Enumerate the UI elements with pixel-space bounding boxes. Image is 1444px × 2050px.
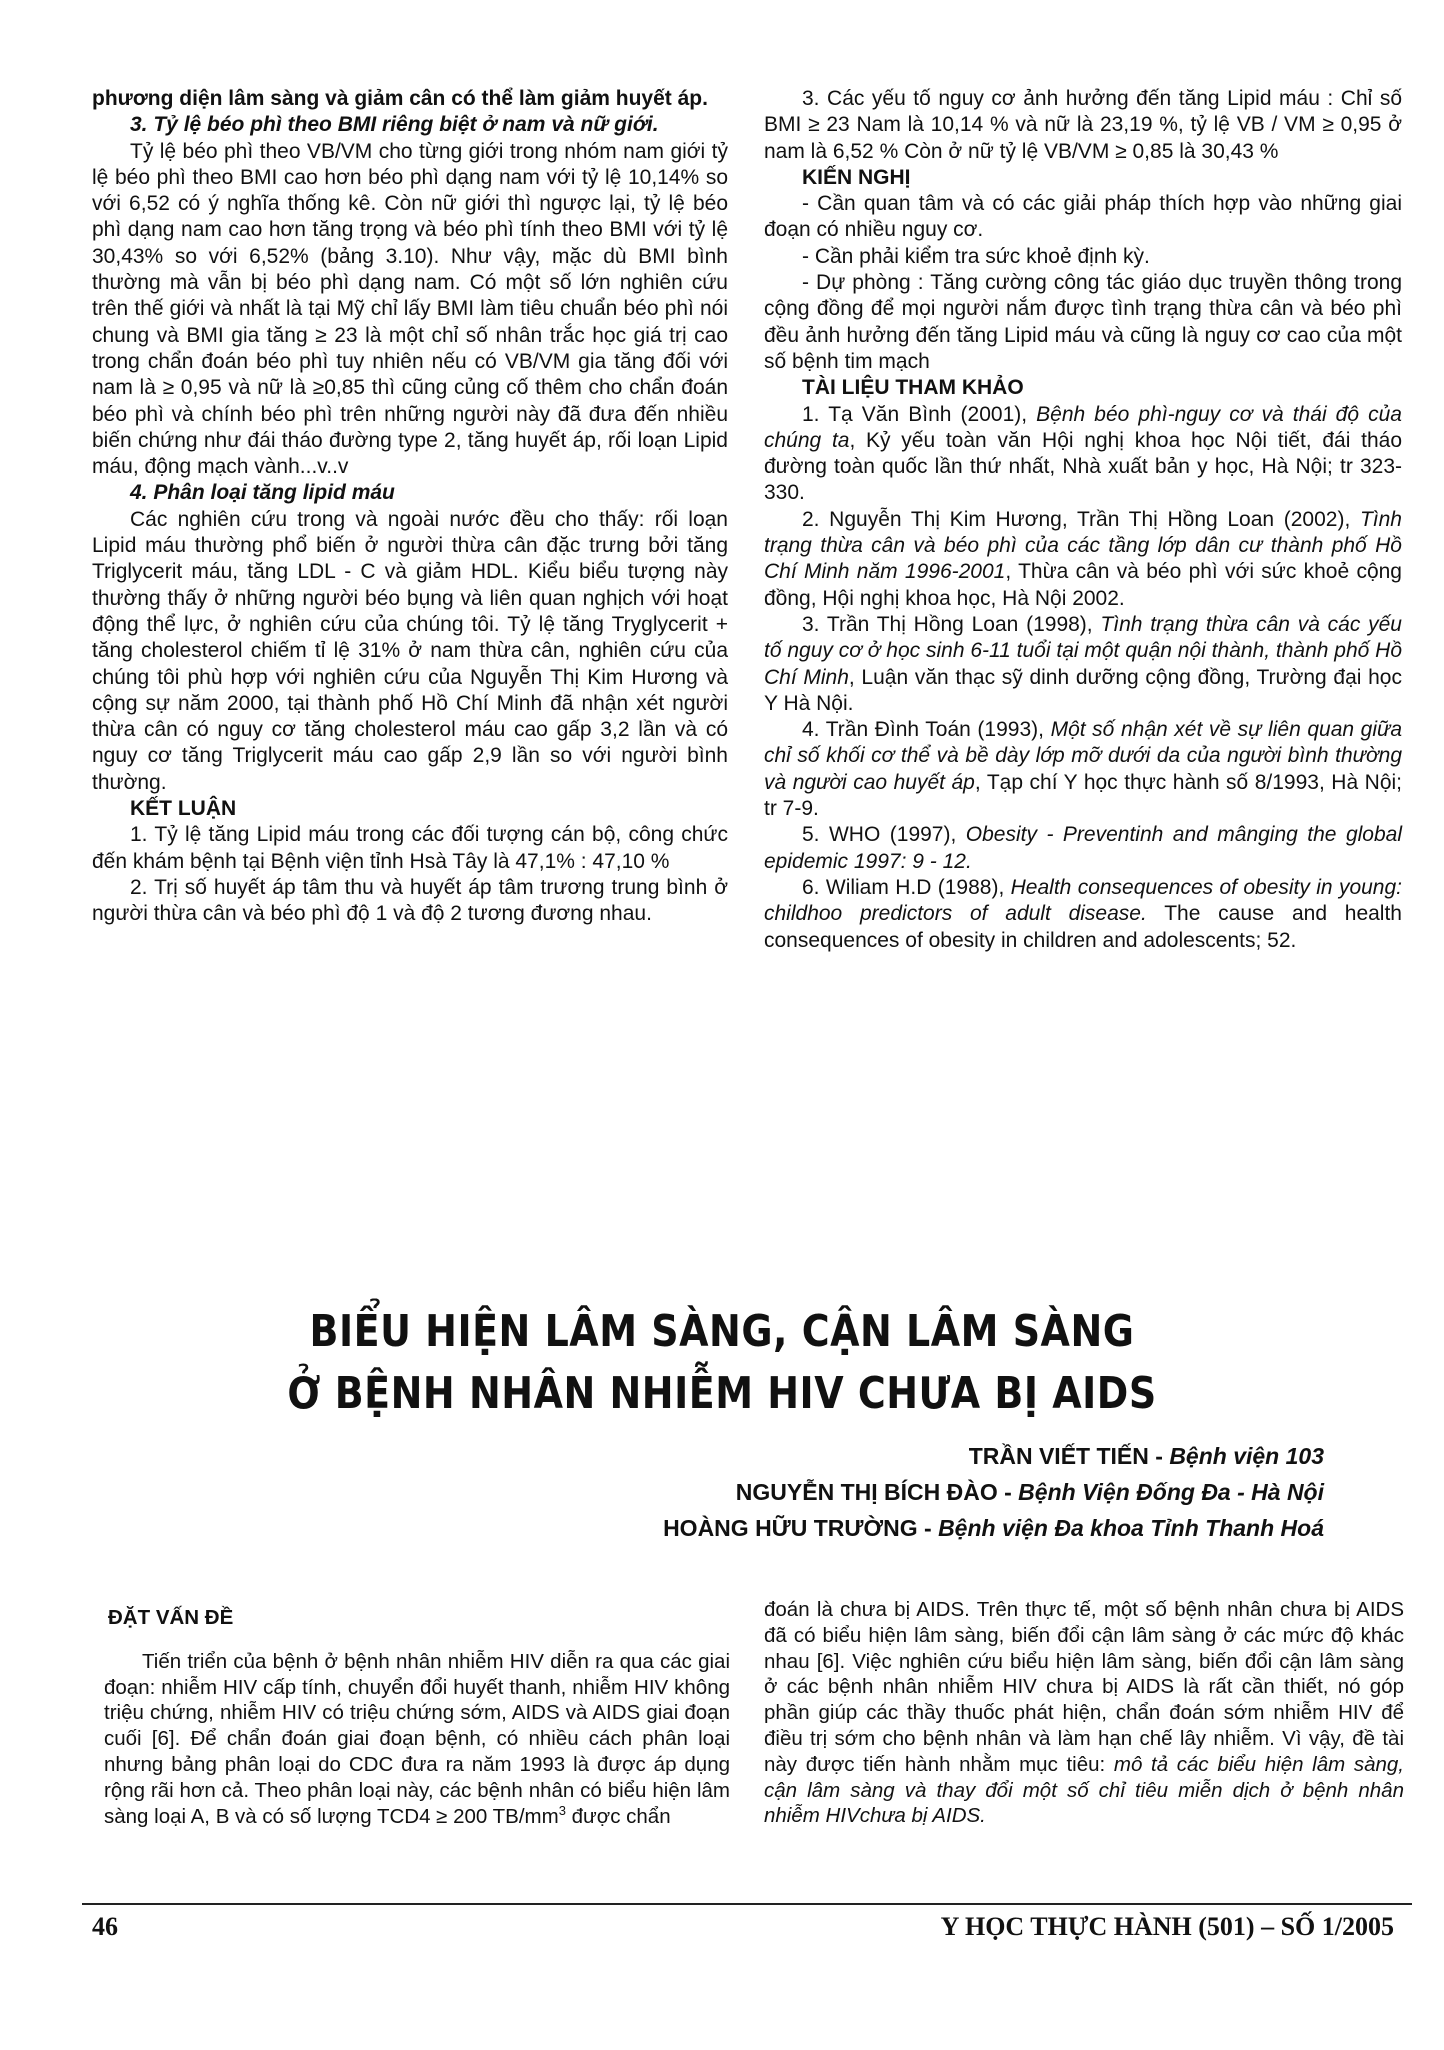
paragraph: 1. Tỷ lệ tăng Lipid máu trong các đối tượng cán bộ, công chức đến khám bệnh tại Bệnh viện tỉnh Hsà Tây là 47,1% : 47,10 % xyxy=(92,823,728,873)
reference-item xyxy=(764,402,1402,507)
ref-authors: 2. Nguyễn Thị Kim Hương, Trần Thị Hồng Loan (2002), xyxy=(802,507,1360,531)
right-column xyxy=(764,86,1402,954)
article-title xyxy=(0,1300,1444,1424)
paragraph: phương diện lâm sàng và giảm cân có thể làm giảm huyết áp. xyxy=(92,87,708,110)
ref-authors: 3. Trần Thị Hồng Loan (1998), xyxy=(802,612,1101,636)
paragraph-text: Tiến triển của bệnh ở bệnh nhân nhiễm HIV diễn ra qua các giai đoạn: nhiễm HIV cấp tính, chuyển đổi huyết thanh, nhiễm HIV không triệu chứng, nhiễm HIV có triệu chứng sớm, AIDS và AIDS giai đoạn cuối [6]. Để chẩn đoán giai đoạn bệnh, có nhiều cách phân loại nhưng bảng phân loại do CDC đưa ra năm 1993 là được áp dụng rộng rãi hơn cả. Theo phân loại này, các bệnh nhân có biểu hiện lâm sàng loại A, B và có số lượng TCD4 ≥ 200 TB/mm xyxy=(104,1649,730,1828)
section-heading: KẾT LUẬN xyxy=(130,797,237,821)
ref-source: , Thừa cân và béo phì với sức khoẻ cộng đồng, Hội nghị khoa học, Hà Nội 2002. xyxy=(764,560,1402,610)
paragraph: - Cần phải kiểm tra sức khoẻ định kỳ. xyxy=(802,244,1150,268)
paragraph xyxy=(104,1649,730,1830)
author-affiliation: Bệnh viện 103 xyxy=(1169,1443,1324,1469)
author-line xyxy=(663,1474,1324,1510)
author-line xyxy=(663,1510,1324,1546)
article-left-column xyxy=(104,1605,730,1829)
ref-title: Tình trạng thừa cân và béo phì của các tầng lớp dân cư thành phố Hồ Chí Minh năm 1996-2001 xyxy=(764,507,1402,584)
paragraph: Các nghiên cứu trong và ngoài nước đều cho thấy: rối loạn Lipid máu thường phổ biến ở người thừa cân đặc trưng bởi tăng Triglycerit máu, tăng LDL - C và giảm HDL. Kiểu biểu tượng này thường thấy ở những người béo bụng và liên quan nghịch với hoạt động thể lực, ở nghiên cứu của chúng tôi. Tỷ lệ tăng Tryglycerit + tăng cholesterol chiếm tỉ lệ 31% ở nam thừa cân, nghiên cứu của chúng tôi phù hợp với nghiên cứu của Nguyễn Thị Kim Hương và cộng sự năm 2000, tại thành phố Hồ Chí Minh đã nhận xét người thừa cân có nguy cơ tăng cholesterol máu cao gấp 3,2 lần và có nguy cơ tăng Triglycerit máu cao gấp 2,9 lần so với người bình thường. xyxy=(92,507,728,794)
author-affiliation: Bệnh Viện Đống Đa - Hà Nội xyxy=(1018,1479,1324,1505)
ref-authors: 5. WHO (1997), xyxy=(802,823,966,847)
section-heading: 3. Tỷ lệ béo phì theo BMI riêng biệt ở nam và nữ giới. xyxy=(130,113,659,137)
paragraph: - Cần quan tâm và có các giải pháp thích hợp vào những giai đoạn có nhiều nguy cơ. xyxy=(764,192,1402,242)
ref-source: , Kỷ yếu toàn văn Hội nghị khoa học Nội tiết, đái tháo đường toàn quốc lần thứ nhất, Nhà xuất bản y học, Hà Nội; tr 323-330. xyxy=(764,428,1402,505)
reference-item xyxy=(764,507,1402,612)
paragraph xyxy=(764,1597,1404,1829)
objective-text: mô tả các biểu hiện lâm sàng, cận lâm sàng và thay đổi một số chỉ tiêu miễn dịch ở bệnh nhân nhiễm HIVchưa bị AIDS. xyxy=(764,1752,1404,1828)
title-line: BIỂU HIỆN LÂM SÀNG, CẬN LÂM SÀNG xyxy=(309,1305,1135,1357)
ref-title: Obesity - Preventinh and mânging the global epidemic 1997: 9 - 12. xyxy=(764,823,1402,873)
ref-source: , Tạp chí Y học thực hành số 8/1993, Hà Nội; tr 7-9. xyxy=(764,770,1402,821)
left-column xyxy=(92,86,728,928)
journal-name: Y HỌC THỰC HÀNH (501) – SỐ 1/2005 xyxy=(940,1912,1394,1941)
ref-title: Bệnh béo phì-nguy cơ và thái độ của chúng ta xyxy=(764,402,1402,452)
superscript: 3 xyxy=(558,1802,566,1818)
section-heading: KIẾN NGHỊ xyxy=(802,165,911,189)
paragraph-text: đoán là chưa bị AIDS. Trên thực tế, một số bệnh nhân chưa bị AIDS đã có biểu hiện lâm sàng, biến đổi cận lâm sàng ở các mức độ khác nhau [6]. Việc nghiên cứu biểu hiện lâm sàng, biến đổi cận lâm sàng ở các bệnh nhân nhiễm HIV chưa bị AIDS là rất cần thiết, nó góp phần giúp các thầy thuốc phát hiện, chẩn đoán sớm nhiễm HIV để điều trị sớm cho bệnh nhân và làm hạn chế lây nhiễm. Vì vậy, đề tài này được tiến hành nhằm mục tiêu: xyxy=(764,1598,1404,1776)
reference-item xyxy=(764,717,1402,822)
section-heading: ĐẶT VẤN ĐỀ xyxy=(108,1606,234,1629)
ref-authors: 1. Tạ Văn Bình (2001), xyxy=(802,402,1037,426)
author-list xyxy=(663,1438,1324,1546)
paragraph: 2. Trị số huyết áp tâm thu và huyết áp tâm trương trung bình ở người thừa cân và béo phì độ 1 và độ 2 tương đương nhau. xyxy=(92,875,728,926)
reference-item xyxy=(764,875,1402,954)
ref-title: Tình trạng thừa cân và các yếu tố nguy cơ ở học sinh 6-11 tuổi tại một quận nội thành, thành phố Hồ Chí Minh xyxy=(764,612,1402,689)
ref-authors: 6. Wiliam H.D (1988), xyxy=(802,875,1011,899)
footer-divider xyxy=(82,1903,1412,1905)
paragraph: - Dự phòng : Tăng cường công tác giáo dục truyền thông trong cộng đồng để mọi người nắm được tình trạng thừa cân và béo phì đều ảnh hưởng đến tăng Lipid máu và cũng là nguy cơ cao của một số bệnh tim mạch xyxy=(764,271,1402,373)
author-name: NGUYỄN THỊ BÍCH ĐÀO - xyxy=(735,1479,1019,1505)
ref-title: Health consequences of obesity in young: childhoo predictors of adult disease. xyxy=(764,875,1403,926)
section-heading: TÀI LIỆU THAM KHẢO xyxy=(802,376,1024,400)
section-heading: 4. Phân loại tăng lipid máu xyxy=(130,481,395,505)
article-right-column xyxy=(764,1597,1404,1829)
ref-source: , Luận văn thạc sỹ dinh dưỡng cộng đồng, Trường đại học Y Hà Nội. xyxy=(764,665,1402,715)
paragraph-text: được chẩn xyxy=(565,1804,671,1828)
paragraph: Tỷ lệ béo phì theo VB/VM cho từng giới trong nhóm nam giới tỷ lệ béo phì theo BMI cao hơn béo phì dạng nam với tỷ lệ 10,14% so với 6,52 có ý nghĩa thống kê. Còn nữ giới thì ngược lại, tỷ lệ béo phì dạng nam cao hơn tăng trọng và béo phì tính theo BMI với tỷ lệ 30,43% so với 6,52% (bảng 3.10). Như vậy, mặc dù BMI bình thường mà vẫn bị béo phì dạng nam. Có một số lớn nghiên cứu trên thế giới và nhất là tại Mỹ chỉ lấy BMI làm tiêu chuẩn béo phì nói chung và BMI gia tăng ≥ 23 là một chỉ số nhân trắc học giá trị cao trong chẩn đoán béo phì tuy nhiên nếu có VB/VM gia tăng đối với nam là ≥ 0,95 và nữ là ≥0,85 thì cũng củng cố thêm cho chẩn đoán béo phì và chính béo phì trên những người này đã đưa đến nhiều biến chứng như đái tháo đường type 2, tăng huyết áp, rối loạn Lipid máu, động mạch vành...v..v xyxy=(92,139,728,479)
ref-authors: 4. Trần Đình Toán (1993), xyxy=(802,718,1051,742)
ref-title: Một số nhận xét về sự liên quan giữa chỉ số khối cơ thể và bề dày lớp mỡ dưới da của người bình thường và người cao huyết áp xyxy=(764,718,1402,794)
paragraph: 3. Các yếu tố nguy cơ ảnh hưởng đến tăng Lipid máu : Chỉ số BMI ≥ 23 Nam là 10,14 % và nữ là 23,19 %, tỷ lệ VB / VM ≥ 0,95 ở nam là 6,52 % Còn ở nữ tỷ lệ VB/VM ≥ 0,85 là 30,43 % xyxy=(764,87,1402,163)
author-line xyxy=(663,1438,1324,1474)
author-affiliation: Bệnh viện Đa khoa Tỉnh Thanh Hoá xyxy=(938,1515,1324,1541)
page-number: 46 xyxy=(92,1912,118,1941)
ref-source: The cause and health consequences of obesity in children and adolescents; 52. xyxy=(764,902,1402,952)
author-name: TRẦN VIẾT TIẾN - xyxy=(968,1443,1170,1469)
reference-item xyxy=(764,612,1402,717)
title-line: Ở BỆNH NHÂN NHIỄM HIV CHƯA BỊ AIDS xyxy=(287,1367,1157,1419)
reference-item xyxy=(764,822,1402,875)
author-name: HOÀNG HỮU TRƯỜNG - xyxy=(663,1515,939,1541)
